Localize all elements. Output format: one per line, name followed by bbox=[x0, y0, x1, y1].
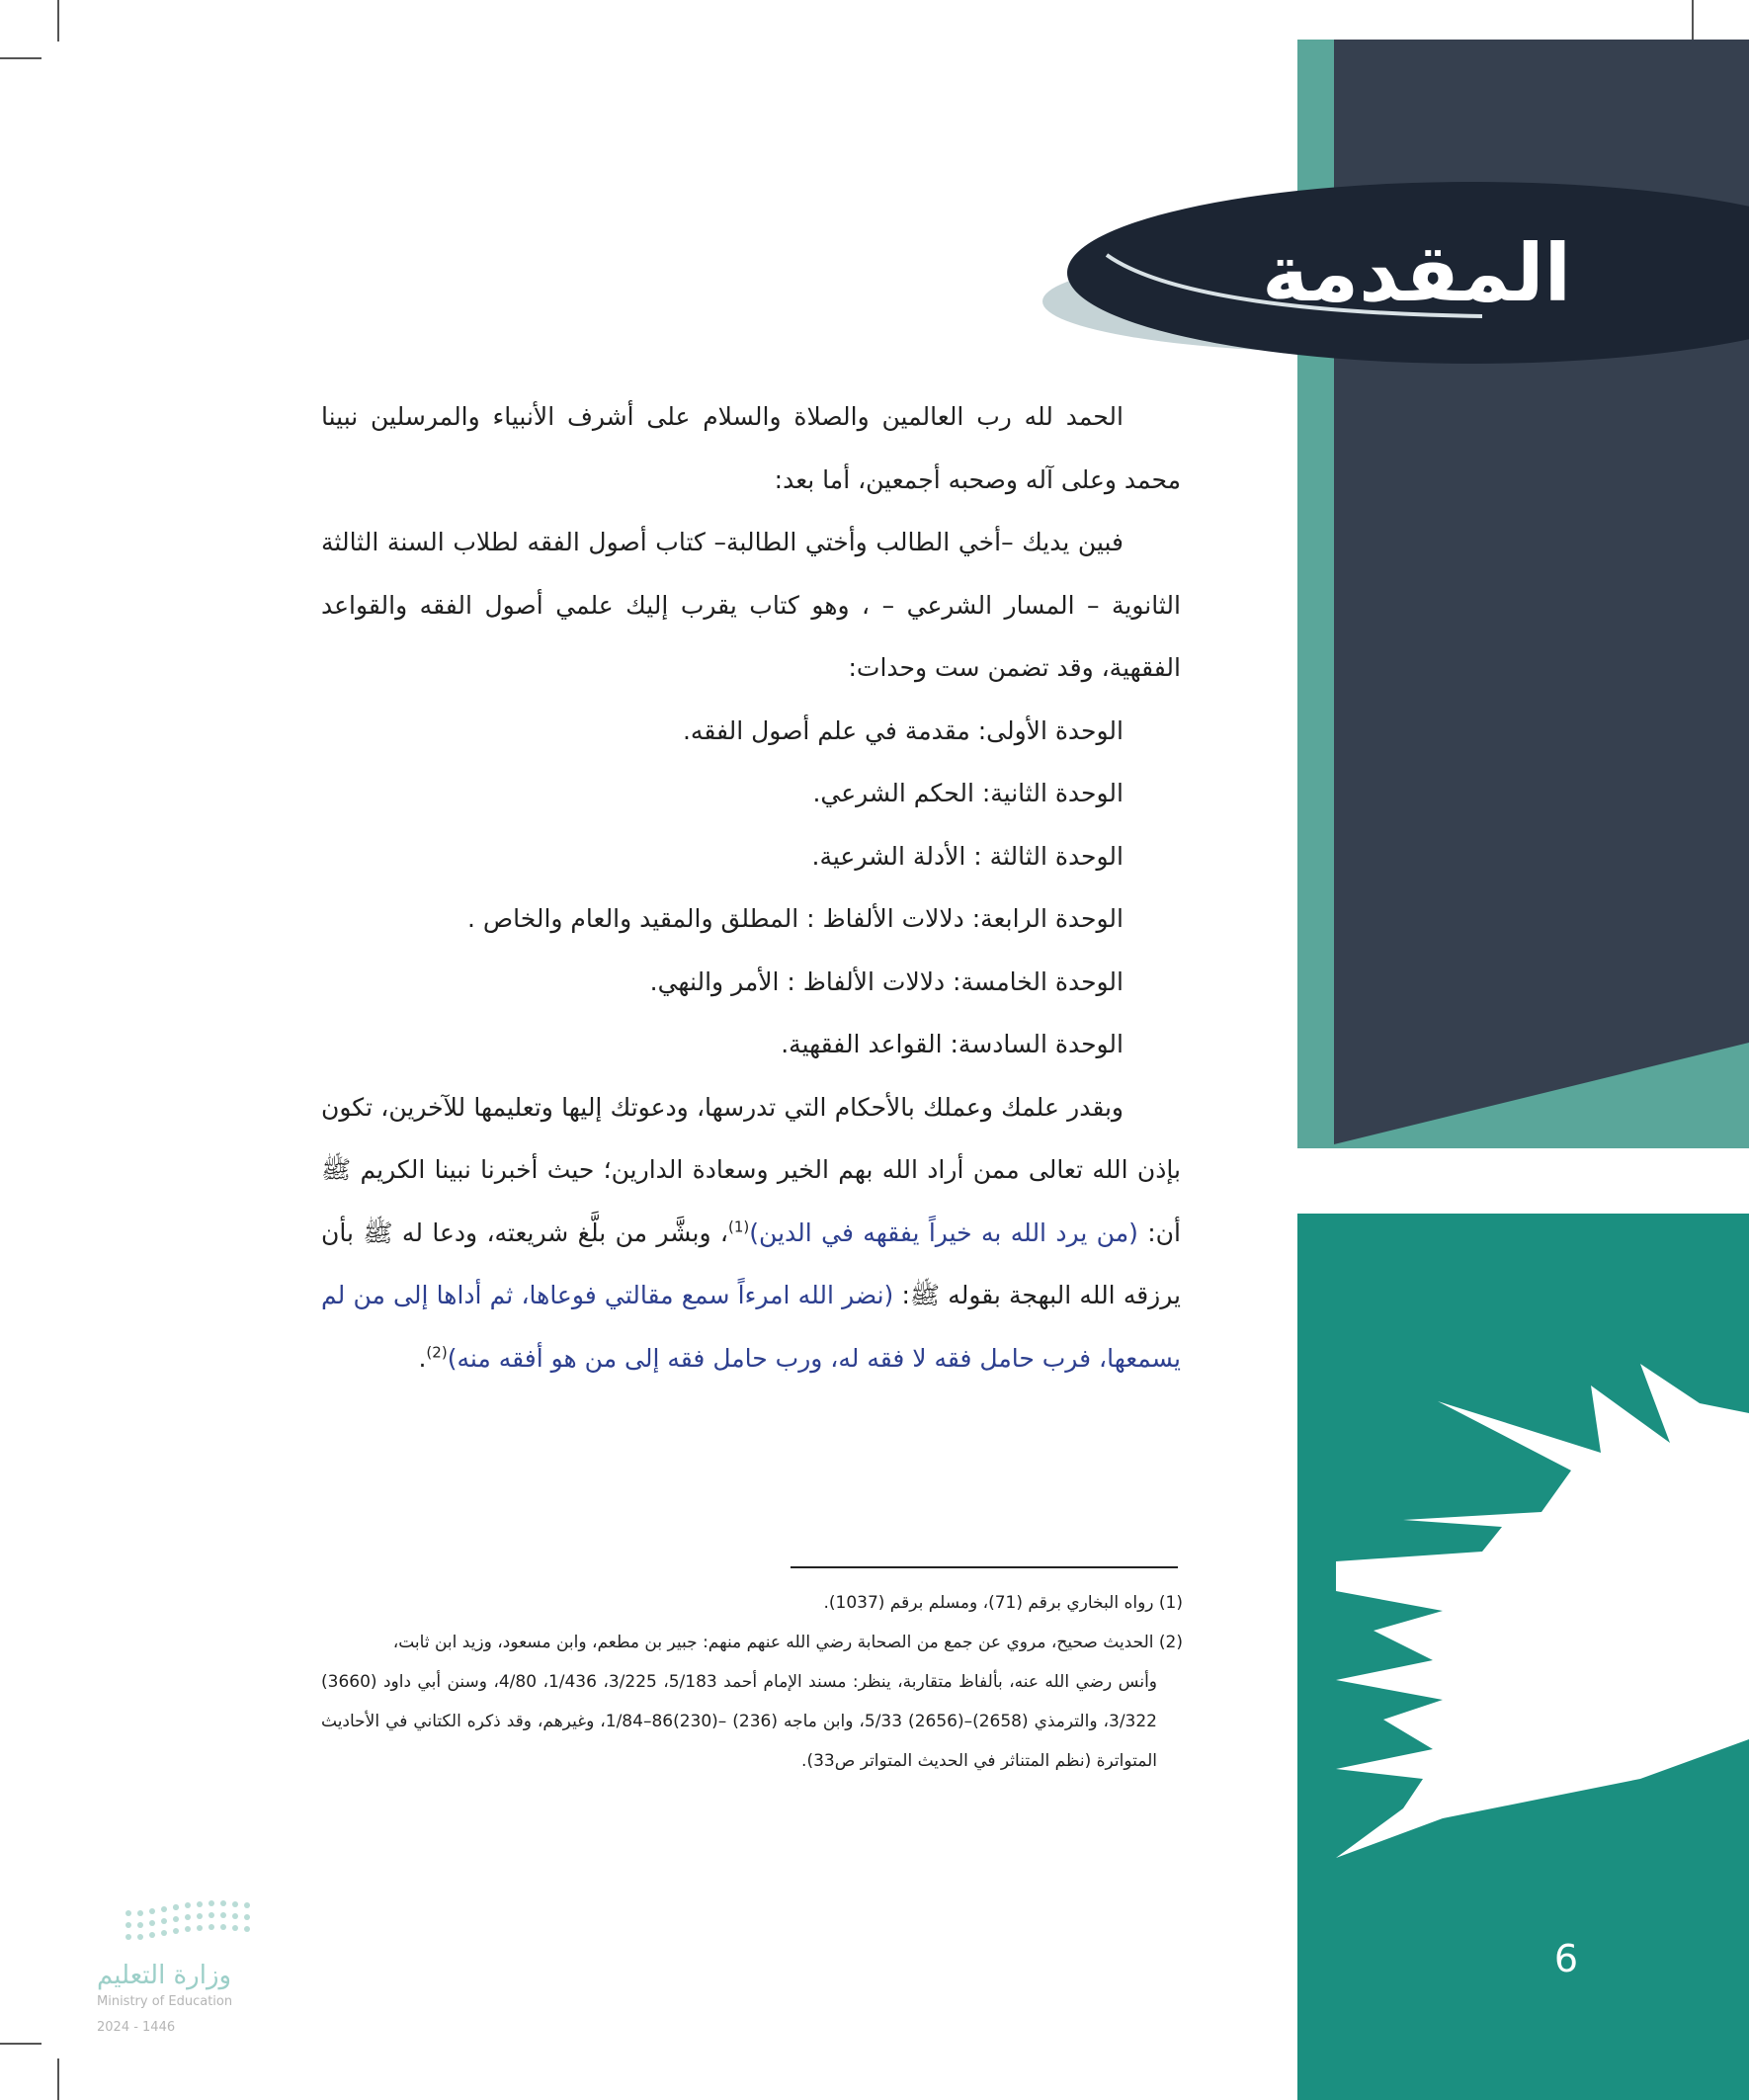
footnote-ref: (1) bbox=[728, 1218, 750, 1236]
footnote: (1) رواه البخاري برقم (71)، ومسلم برقم (1037). bbox=[823, 1593, 1183, 1613]
unit-item: الوحدة الثانية: الحكم الشرعي. bbox=[812, 779, 1124, 807]
ministry-logo-dots bbox=[97, 1897, 255, 1967]
hadith-quote: (نضر الله امرءاً سمع مقالتي فوعاها، ثم أداها إلى من لم يسمعها، فرب حامل فقه لا فقه له، ورب حامل فقه إلى من هو أفقه منه) bbox=[321, 1281, 1181, 1373]
paragraph-text: . bbox=[418, 1343, 427, 1373]
page-number: 6 bbox=[1553, 1937, 1579, 1980]
paragraph bbox=[321, 1076, 1181, 1390]
footnote-continued: وأنس رضي الله عنه، بألفاظ متقاربة، ينظر: مسند الإمام أحمد 5/183، 3/225، 1/436، 4/80، وسنن أبي داود (3660) 3/322، والترمذي (2658)–(2656) 5/33، وابن ماجه (236) –(230)86–1/84، وغيرهم، وقد ذكره الكتاني في الأحاديث المتواترة (نظم المتناثر في الحديث المتواتر ص33). bbox=[321, 1672, 1158, 1771]
paragraph-text: ، وبشَّر من بلَّغ شريعته، ودعا له ﷺ بأن يرزقه الله البهجة بقوله ﷺ: bbox=[321, 1218, 1182, 1309]
unit-item: الوحدة الأولى: مقدمة في علم أصول الفقه. bbox=[682, 715, 1124, 745]
ministry-logo-arabic: وزارة التعليم bbox=[97, 1961, 232, 1990]
ministry-logo-english: Ministry of Education bbox=[97, 1994, 233, 2009]
paragraph: الحمد لله رب العالمين والصلاة والسلام على أشرف الأنبياء والمرسلين نبينا محمد وعلى آله وصحبه أجمعين، أما بعد: bbox=[321, 402, 1181, 494]
ministry-logo-year: 2024 - 1446 bbox=[97, 2020, 176, 2035]
hadith-quote: (من يرد الله به خيراً يفقهه في الدين) bbox=[749, 1218, 1138, 1247]
paragraph: فبين يديك –أخي الطالب وأختي الطالبة– كتاب أصول الفقه لطلاب السنة الثالثة الثانوية – المسار الشرعي – ، وهو كتاب يقرب إليك علمي أصول الفقه والقواعد الفقهية، وقد تضمن ست وحدات: bbox=[321, 528, 1181, 682]
paragraph-text: وبقدر علمك وعملك بالأحكام التي تدرسها، ودعوتك إليها وتعليمها للآخرين، تكون بإذن الله تعالى ممن أراد الله بهم الخير وسعادة الدارين؛ حيث أخبرنا نبينا الكريم ﷺ أن: bbox=[321, 1092, 1181, 1247]
page-title: المقدمة bbox=[1262, 227, 1571, 319]
unit-item: الوحدة الثالثة : الأدلة الشرعية. bbox=[811, 841, 1124, 871]
footnote: (2) الحديث صحيح، مروي عن جمع من الصحابة رضي الله عنهم منهم: جبير بن مطعم، وابن مسعود، وزيد ابن ثابت، bbox=[392, 1633, 1183, 1652]
footnote-ref: (2) bbox=[426, 1343, 448, 1362]
unit-item: الوحدة السادسة: القواعد الفقهية. bbox=[781, 1030, 1124, 1058]
footnote-divider bbox=[791, 1566, 1178, 1568]
footnotes bbox=[321, 1583, 1183, 1781]
unit-item: الوحدة الرابعة: دلالات الألفاظ : المطلق والمقيد والعام والخاص . bbox=[466, 904, 1124, 933]
unit-item: الوحدة الخامسة: دلالات الألفاظ : الأمر والنهي. bbox=[649, 966, 1124, 996]
introduction-body bbox=[321, 385, 1181, 1389]
